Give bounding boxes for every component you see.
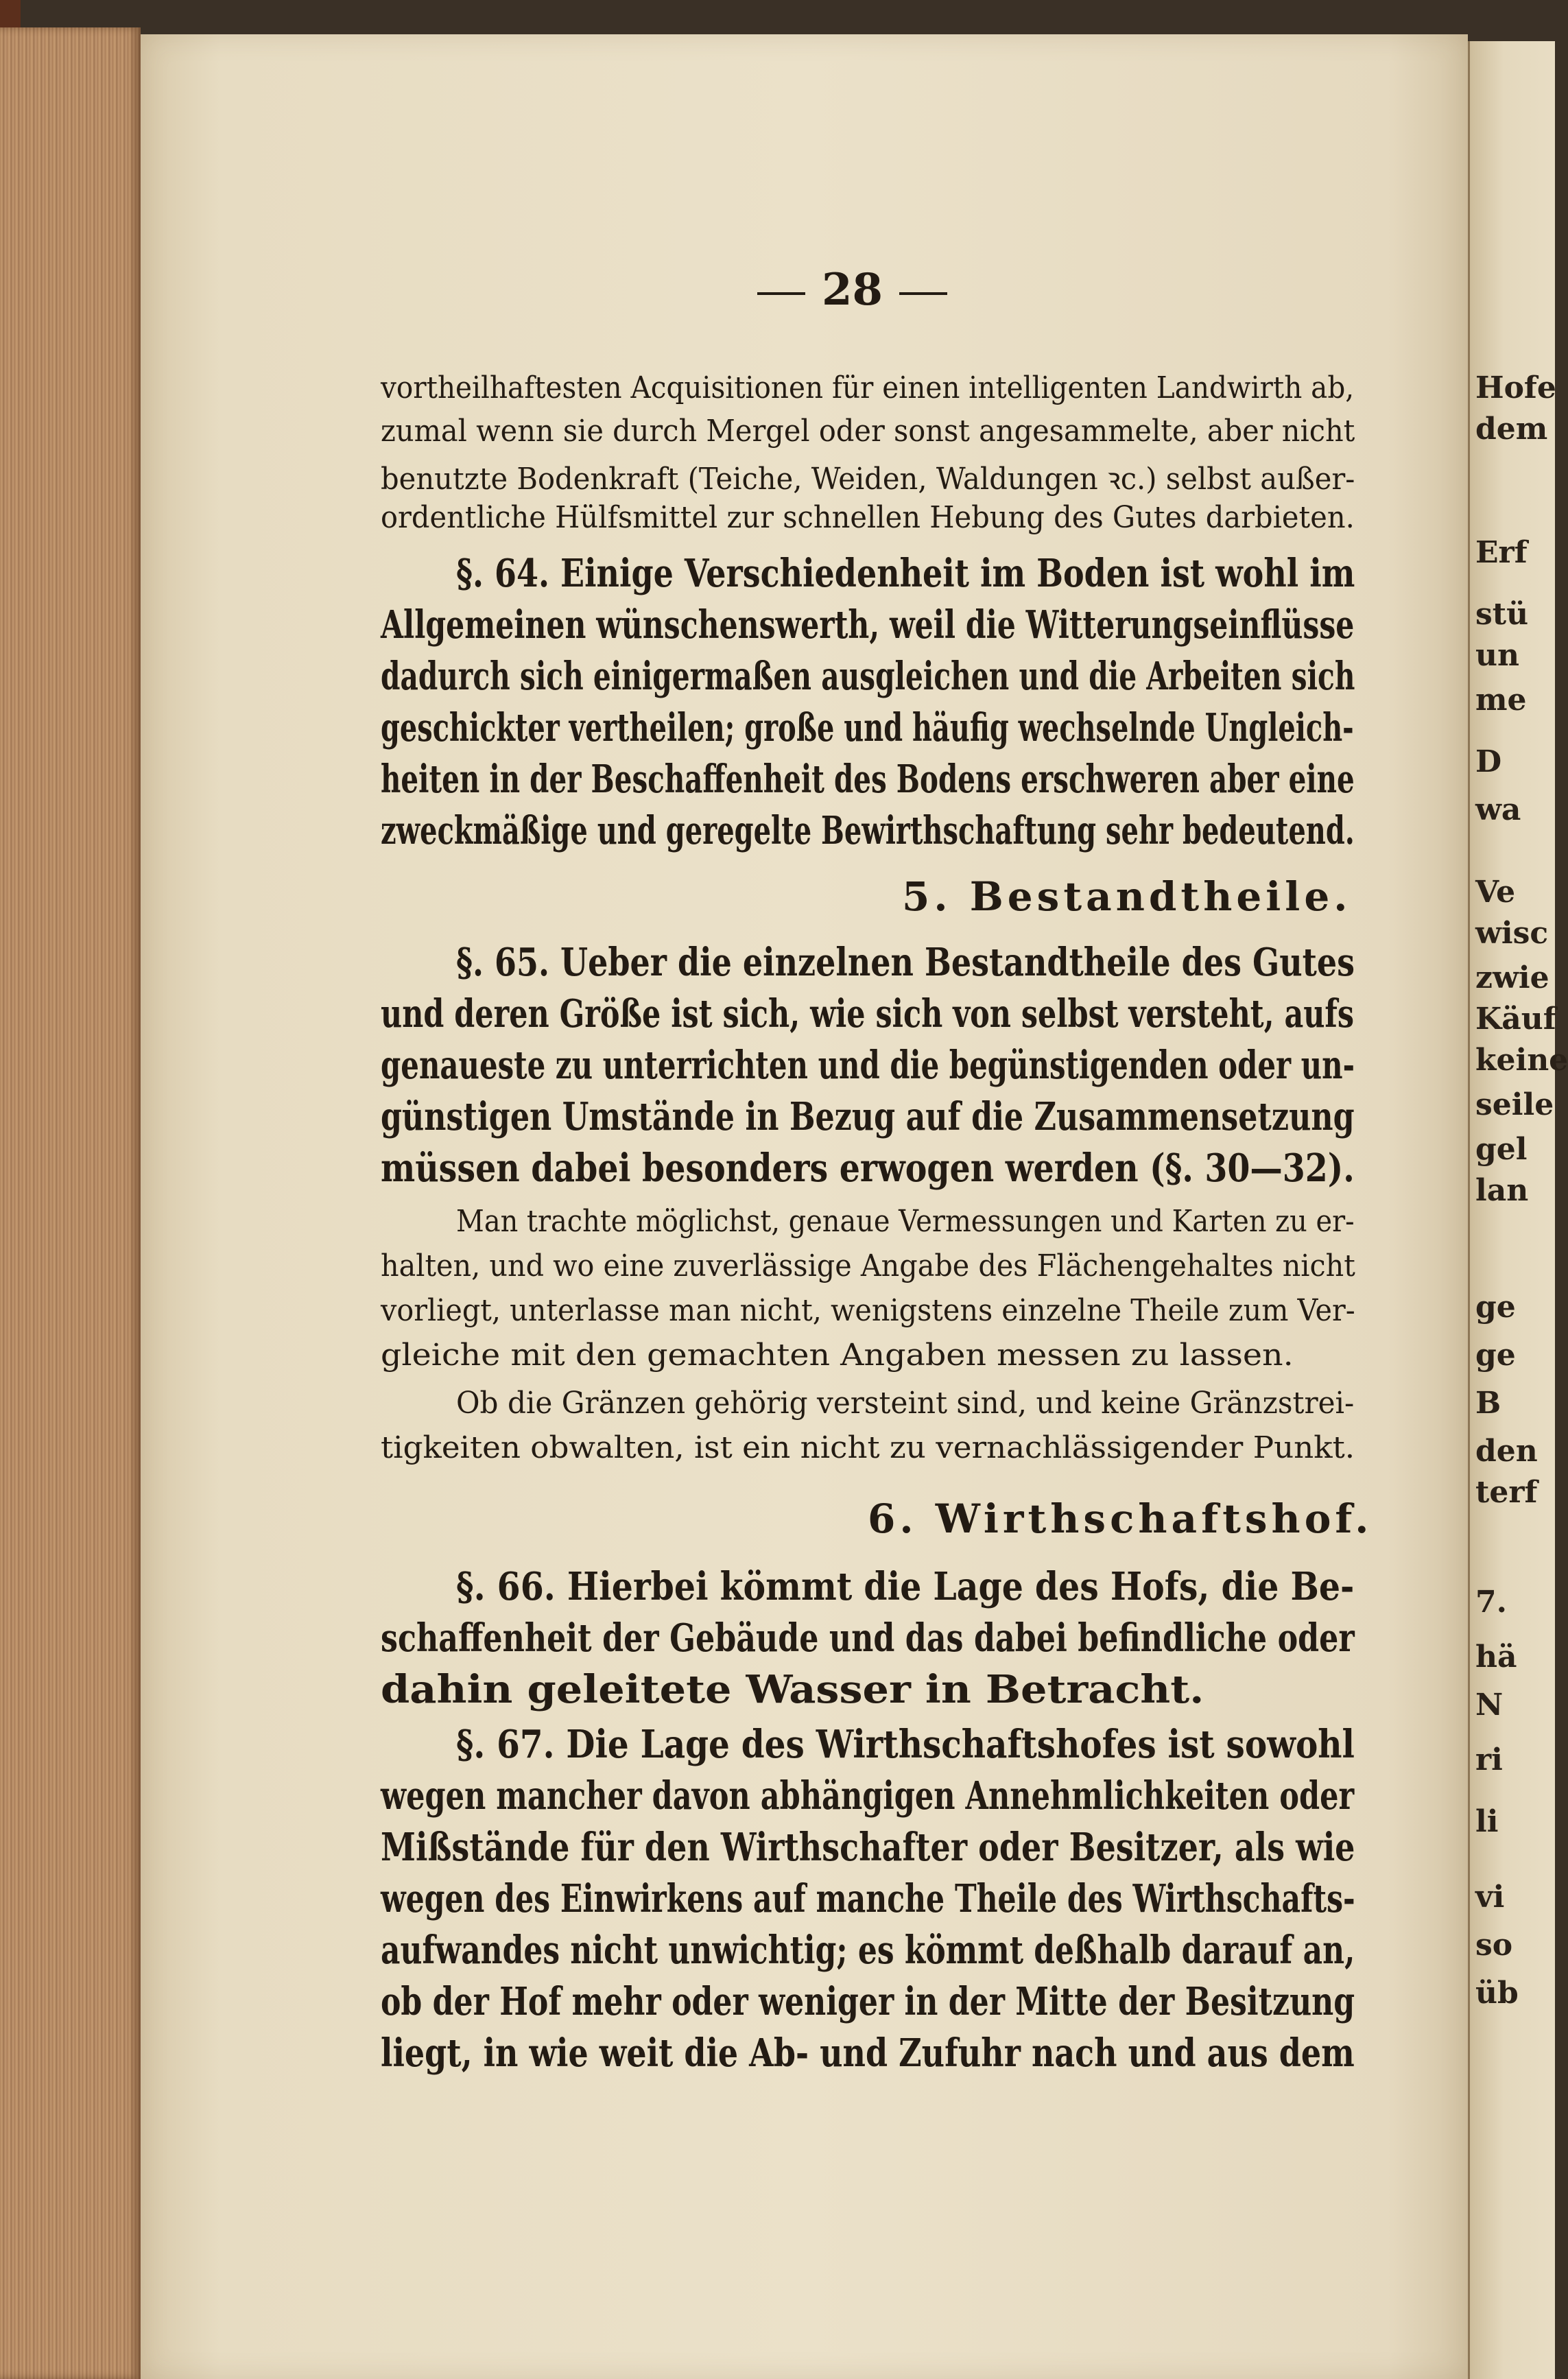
- next-page-fragment: Ve: [1475, 875, 1516, 910]
- section-heading: 6. Wirthschaftshof.: [868, 1495, 1373, 1542]
- next-page-fragment: un: [1475, 638, 1519, 673]
- text-line: benutzte Bodenkraft (Teiche, Weiden, Waldungen ꝛc.) selbst außer-: [381, 462, 1355, 497]
- text-line: §. 65. Ueber die einzelnen Bestandtheile des Gutes: [456, 940, 1355, 985]
- page-number: [741, 264, 964, 316]
- next-page-fragment: 7.: [1475, 1585, 1507, 1620]
- text-line: vortheilhaftesten Acquisitionen für einen intelligenten Landwirth ab,: [381, 370, 1355, 405]
- text-line: wegen mancher davon abhängigen Annehmlichkeiten oder: [381, 1773, 1355, 1819]
- text-line: Man trachte möglichst, genaue Vermessungen und Karten zu er-: [456, 1204, 1355, 1239]
- next-page-fragment: Hofe: [1475, 370, 1556, 405]
- text-line: dadurch sich einigermaßen ausgleichen und die Arbeiten sich: [381, 654, 1355, 699]
- page-number-value: 28: [822, 264, 883, 316]
- text-line: dahin geleitete Wasser in Betracht.: [381, 1667, 1204, 1712]
- next-page-fragment: Käuf: [1475, 1002, 1556, 1037]
- text-line: Allgemeinen wünschenswerth, weil die Witterungseinflüsse: [381, 602, 1355, 648]
- next-page-fragment: so: [1475, 1928, 1513, 1963]
- text-line: Ob die Gränzen gehörig versteint sind, und keine Gränzstrei-: [456, 1386, 1355, 1421]
- text-line: wegen des Einwirkens auf manche Theile des Wirthschafts-: [381, 1876, 1355, 1921]
- next-page-fragment: Erf: [1475, 535, 1528, 570]
- next-page-fragment: lan: [1475, 1173, 1529, 1208]
- next-page-fragment: ri: [1475, 1742, 1503, 1777]
- text-line: §. 66. Hierbei kömmt die Lage des Hofs, die Be-: [456, 1564, 1355, 1609]
- next-page-fragment: terf: [1475, 1475, 1538, 1510]
- next-page-fragment: B: [1475, 1386, 1501, 1421]
- section-heading: 5. Bestandtheile.: [902, 873, 1352, 920]
- text-line: günstigen Umstände in Bezug auf die Zusammensetzung: [381, 1094, 1355, 1139]
- next-page-fragment: ge: [1475, 1338, 1516, 1373]
- next-page-fragment: üb: [1475, 1976, 1519, 2011]
- text-line: zweckmäßige und geregelte Bewirthschaftung sehr bedeutend.: [381, 808, 1355, 853]
- text-line: gleiche mit den gemachten Angaben messen zu lassen.: [381, 1338, 1294, 1373]
- text-line: halten, und wo eine zuverlässige Angabe des Flächengehaltes nicht: [381, 1248, 1355, 1283]
- next-page-fragment: stü: [1475, 597, 1529, 632]
- next-page-fragment: me: [1475, 683, 1527, 718]
- page-number-dash-left: [757, 292, 805, 295]
- next-page-fragment: seile: [1475, 1087, 1554, 1122]
- text-line: §. 67. Die Lage des Wirthschaftshofes ist sowohl: [456, 1722, 1355, 1767]
- next-page-fragment: wisc: [1475, 916, 1549, 951]
- next-page-fragment: keine: [1475, 1043, 1568, 1078]
- next-page-fragment: gel: [1475, 1132, 1528, 1167]
- next-page-edge: [1468, 41, 1568, 2379]
- text-line: tigkeiten obwalten, ist ein nicht zu vernachlässigender Punkt.: [381, 1430, 1355, 1465]
- text-line: Mißstände für den Wirthschafter oder Besitzer, als wie: [381, 1825, 1355, 1870]
- text-line: aufwandes nicht unwichtig; es kömmt deßhalb darauf an,: [381, 1928, 1355, 1973]
- next-page-fragment: D: [1475, 744, 1502, 779]
- text-line: §. 64. Einige Verschiedenheit im Boden ist wohl im: [456, 551, 1355, 596]
- next-page-fragment: ge: [1475, 1290, 1516, 1325]
- text-line: heiten in der Beschaffenheit des Bodens erschweren aber eine: [381, 757, 1355, 802]
- next-page-fragment: wa: [1475, 792, 1521, 827]
- text-line: liegt, in wie weit die Ab- und Zufuhr nach und aus dem: [381, 2031, 1355, 2076]
- text-line: zumal wenn sie durch Mergel oder sonst angesammelte, aber nicht: [381, 414, 1355, 449]
- next-page-fragment: dem: [1475, 412, 1548, 447]
- next-page-fragment: li: [1475, 1804, 1499, 1839]
- page-number-dash-right: [899, 292, 947, 295]
- next-page-fragment: vi: [1475, 1880, 1505, 1915]
- text-line: vorliegt, unterlasse man nicht, wenigstens einzelne Theile zum Ver-: [381, 1293, 1355, 1328]
- next-page-fragment: den: [1475, 1434, 1538, 1469]
- page-stack-edge: [0, 27, 141, 2379]
- text-line: ordentliche Hülfsmittel zur schnellen Hebung des Gutes darbieten.: [381, 500, 1355, 535]
- text-line: genaueste zu unterrichten und die begünstigenden oder un-: [381, 1043, 1355, 1088]
- next-page-fragment: N: [1475, 1688, 1504, 1723]
- text-line: und deren Größe ist sich, wie sich von selbst versteht, aufs: [381, 991, 1355, 1037]
- text-line: müssen dabei besonders erwogen werden (§. 30—32).: [381, 1146, 1355, 1191]
- next-page-fragment: hä: [1475, 1640, 1517, 1674]
- text-line: ob der Hof mehr oder weniger in der Mitte der Besitzung: [381, 1979, 1355, 2024]
- text-line: geschickter vertheilen; große und häufig wechselnde Ungleich-: [381, 705, 1354, 750]
- text-line: schaffenheit der Gebäude und das dabei befindliche oder: [381, 1615, 1355, 1661]
- next-page-fragment: zwie: [1475, 960, 1549, 995]
